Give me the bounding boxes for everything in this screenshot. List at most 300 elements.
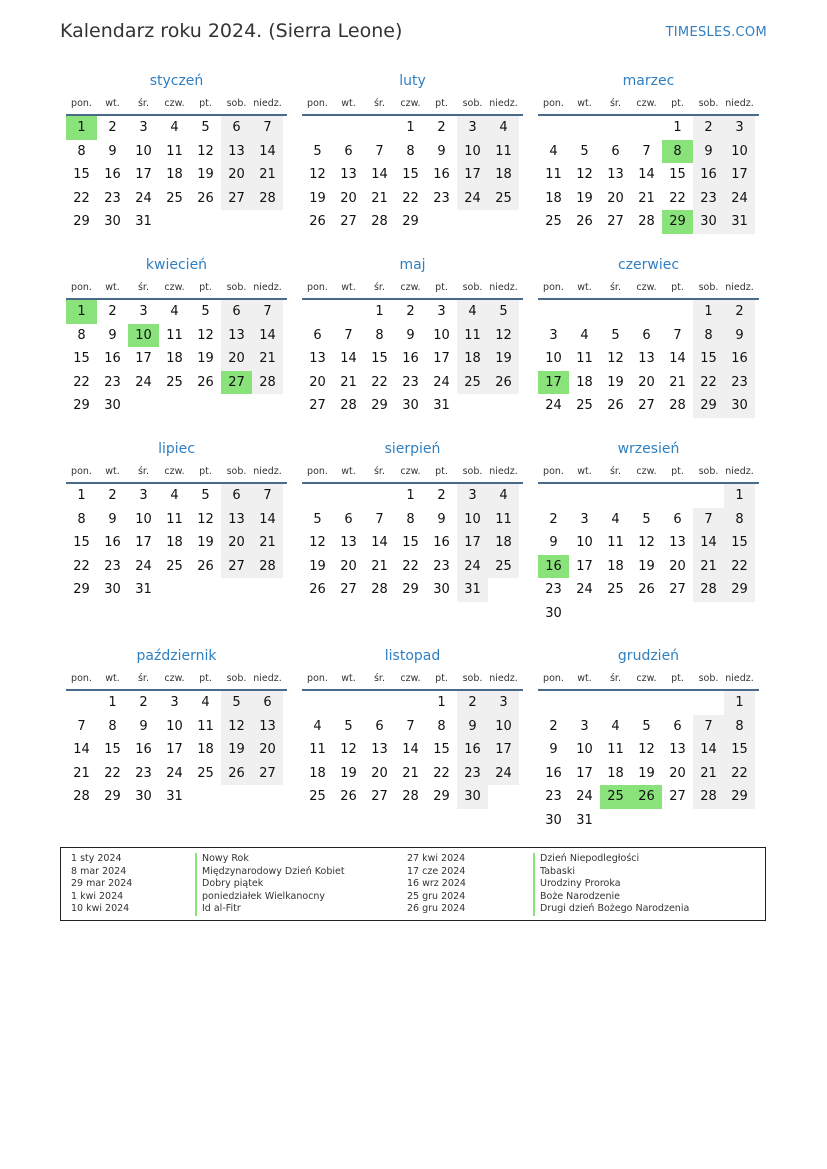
brand-link[interactable]: TIMESLES.COM xyxy=(665,25,767,40)
day-cell: 2 xyxy=(437,488,446,503)
day-cell: 29 xyxy=(693,394,724,418)
day-cell: 3 xyxy=(139,120,148,135)
day-cell: 25 xyxy=(457,371,488,395)
day-cell: 29 xyxy=(402,214,419,229)
weekday-label: czw. xyxy=(164,673,185,684)
day-cell: 18 xyxy=(457,347,488,371)
month-11 xyxy=(302,647,523,809)
day-cell: 20 xyxy=(607,190,624,206)
day-cell: 10 xyxy=(433,327,450,343)
day-cell: 29 xyxy=(402,582,419,597)
day-cell: 14 xyxy=(73,742,90,757)
weekday-label: sob. xyxy=(698,98,719,109)
day-cell: 5 xyxy=(642,511,651,527)
day-cell: 25 xyxy=(576,398,593,413)
weekday-label: wt. xyxy=(341,98,356,109)
day-cell: 24 xyxy=(166,765,183,781)
day-cell: 16 xyxy=(724,347,755,371)
day-cell: 2 xyxy=(108,120,117,135)
weekday-label: niedz. xyxy=(725,282,754,293)
weekday-label: śr. xyxy=(609,98,621,109)
legend-name: Boże Narodzenie xyxy=(540,890,620,902)
weekday-label: pt. xyxy=(199,673,212,684)
day-cell: 24 xyxy=(135,190,152,206)
day-cell: 25 xyxy=(166,374,183,390)
day-cell: 2 xyxy=(693,116,724,140)
day-cell: 9 xyxy=(108,511,117,527)
day-cell: 4 xyxy=(549,143,558,159)
weekday-label: niedz. xyxy=(725,98,754,109)
day-cell: 25 xyxy=(166,558,183,574)
day-grid xyxy=(538,300,759,418)
day-cell: 14 xyxy=(252,324,283,348)
day-cell: 11 xyxy=(488,140,519,164)
day-cell: 18 xyxy=(576,374,593,390)
weekday-header xyxy=(66,460,287,484)
day-cell: 21 xyxy=(638,190,655,206)
legend-marker-left xyxy=(195,853,197,916)
day-cell: 21 xyxy=(340,374,357,390)
day-cell: 15 xyxy=(724,738,755,762)
day-cell: 22 xyxy=(371,374,388,390)
day-cell: 4 xyxy=(170,304,179,319)
day-cell: 23 xyxy=(104,190,121,206)
day-cell: 4 xyxy=(313,718,322,734)
weekday-label: pt. xyxy=(671,98,684,109)
empty-cell xyxy=(538,691,569,715)
legend-name: poniedziałek Wielkanocny xyxy=(202,890,326,902)
holiday-day-cell: 16 xyxy=(538,555,569,579)
day-cell: 2 xyxy=(549,511,558,527)
day-cell: 14 xyxy=(252,508,283,532)
day-cell: 31 xyxy=(433,398,450,413)
day-cell: 13 xyxy=(638,351,655,366)
day-cell: 14 xyxy=(340,351,357,366)
legend-dates-right xyxy=(407,853,466,916)
day-cell: 17 xyxy=(457,531,488,555)
empty-cell xyxy=(662,691,693,715)
day-cell: 24 xyxy=(545,398,562,413)
day-grid xyxy=(302,116,523,234)
weekday-label: pt. xyxy=(671,282,684,293)
weekday-label: wt. xyxy=(105,466,120,477)
day-cell: 12 xyxy=(309,167,326,182)
day-cell: 19 xyxy=(197,167,214,182)
day-cell: 24 xyxy=(488,762,519,786)
day-cell: 23 xyxy=(104,374,121,390)
day-cell: 17 xyxy=(576,558,593,574)
month-name: lipiec xyxy=(158,441,195,457)
day-cell: 10 xyxy=(135,143,152,159)
day-cell: 28 xyxy=(252,371,283,395)
day-cell: 24 xyxy=(576,789,593,804)
day-cell: 2 xyxy=(406,304,415,319)
weekday-label: pon. xyxy=(307,673,328,684)
day-cell: 14 xyxy=(638,167,655,182)
day-cell: 30 xyxy=(104,214,121,229)
day-cell: 29 xyxy=(73,214,90,229)
month-name: listopad xyxy=(384,648,441,664)
day-cell: 10 xyxy=(135,511,152,527)
day-cell: 25 xyxy=(197,765,214,781)
day-cell: 1 xyxy=(693,300,724,324)
empty-cell xyxy=(333,116,364,140)
day-cell: 4 xyxy=(580,327,589,343)
day-cell: 27 xyxy=(221,187,252,211)
day-cell: 19 xyxy=(197,351,214,366)
day-cell: 6 xyxy=(375,718,384,734)
holiday-day-cell: 27 xyxy=(221,371,252,395)
empty-cell xyxy=(364,484,395,508)
weekday-header xyxy=(302,667,523,691)
day-cell: 7 xyxy=(77,718,86,734)
day-grid xyxy=(538,116,759,234)
day-cell: 13 xyxy=(309,351,326,366)
weekday-label: pt. xyxy=(435,673,448,684)
day-cell: 4 xyxy=(488,484,519,508)
day-cell: 5 xyxy=(488,300,519,324)
day-cell: 3 xyxy=(549,327,558,343)
legend-name: Międzynarodowy Dzień Kobiet xyxy=(202,865,345,877)
day-cell: 13 xyxy=(340,535,357,550)
day-cell: 13 xyxy=(221,140,252,164)
day-cell: 12 xyxy=(638,535,655,550)
day-cell: 8 xyxy=(724,508,755,532)
day-cell: 12 xyxy=(309,535,326,550)
legend-date: 25 gru 2024 xyxy=(407,890,466,902)
day-cell: 14 xyxy=(371,535,388,550)
day-cell: 29 xyxy=(433,789,450,804)
day-cell: 13 xyxy=(371,742,388,757)
month-1 xyxy=(66,72,287,234)
day-cell: 20 xyxy=(669,558,686,574)
day-cell: 8 xyxy=(375,327,384,343)
month-2 xyxy=(302,72,523,234)
day-cell: 21 xyxy=(252,531,283,555)
weekday-label: sob. xyxy=(226,673,247,684)
weekday-label: wt. xyxy=(577,466,592,477)
weekday-label: czw. xyxy=(164,282,185,293)
day-cell: 29 xyxy=(724,578,755,602)
weekday-label: pt. xyxy=(435,98,448,109)
empty-cell xyxy=(600,300,631,324)
day-cell: 8 xyxy=(108,718,117,734)
day-cell: 9 xyxy=(549,535,558,550)
day-cell: 10 xyxy=(576,535,593,550)
day-cell: 26 xyxy=(340,789,357,804)
day-cell: 6 xyxy=(611,143,620,159)
day-cell: 26 xyxy=(197,374,214,390)
day-cell: 16 xyxy=(457,738,488,762)
day-cell: 13 xyxy=(252,715,283,739)
day-cell: 8 xyxy=(693,324,724,348)
day-cell: 2 xyxy=(437,120,446,135)
day-cell: 5 xyxy=(642,718,651,734)
day-cell: 23 xyxy=(433,190,450,206)
day-cell: 4 xyxy=(488,116,519,140)
day-cell: 3 xyxy=(488,691,519,715)
day-cell: 12 xyxy=(488,324,519,348)
day-cell: 2 xyxy=(724,300,755,324)
day-cell: 15 xyxy=(73,535,90,550)
day-cell: 28 xyxy=(693,578,724,602)
day-cell: 8 xyxy=(77,143,86,159)
day-cell: 20 xyxy=(309,374,326,390)
day-cell: 17 xyxy=(135,167,152,182)
month-name: wrzesień xyxy=(617,441,680,457)
month-3 xyxy=(538,72,759,234)
day-cell: 9 xyxy=(139,718,148,734)
day-cell: 11 xyxy=(607,742,624,757)
legend-dates-left xyxy=(71,853,132,916)
day-cell: 20 xyxy=(669,765,686,781)
weekday-label: śr. xyxy=(137,466,149,477)
weekday-label: śr. xyxy=(373,282,385,293)
month-name: czerwiec xyxy=(617,257,680,273)
weekday-label: niedz. xyxy=(489,466,518,477)
page-title: Kalendarz roku 2024. (Sierra Leone) xyxy=(60,20,403,42)
empty-cell xyxy=(662,484,693,508)
day-cell: 21 xyxy=(371,190,388,206)
day-cell: 27 xyxy=(638,398,655,413)
empty-cell xyxy=(693,484,724,508)
day-cell: 16 xyxy=(402,351,419,366)
day-cell: 28 xyxy=(371,582,388,597)
day-cell: 17 xyxy=(433,351,450,366)
day-cell: 16 xyxy=(545,765,562,781)
day-cell: 6 xyxy=(344,143,353,159)
day-cell: 24 xyxy=(457,187,488,211)
day-cell: 13 xyxy=(221,324,252,348)
month-6 xyxy=(538,256,759,418)
day-cell: 4 xyxy=(170,120,179,135)
weekday-label: czw. xyxy=(164,466,185,477)
legend-marker-right xyxy=(533,853,535,916)
day-cell: 6 xyxy=(252,691,283,715)
holiday-day-cell: 1 xyxy=(66,300,97,324)
day-cell: 31 xyxy=(135,214,152,229)
weekday-label: pon. xyxy=(71,466,92,477)
day-cell: 17 xyxy=(166,742,183,757)
day-cell: 3 xyxy=(139,304,148,319)
month-9 xyxy=(538,440,759,625)
holiday-day-cell: 29 xyxy=(662,210,693,234)
month-name: październik xyxy=(136,648,217,664)
month-10 xyxy=(66,647,287,809)
day-cell: 3 xyxy=(457,484,488,508)
day-cell: 28 xyxy=(669,398,686,413)
weekday-label: sob. xyxy=(698,673,719,684)
day-cell: 6 xyxy=(221,300,252,324)
day-cell: 25 xyxy=(488,187,519,211)
day-cell: 23 xyxy=(433,558,450,574)
day-cell: 7 xyxy=(375,143,384,159)
day-cell: 23 xyxy=(693,187,724,211)
day-cell: 30 xyxy=(104,582,121,597)
day-cell: 10 xyxy=(457,140,488,164)
day-cell: 10 xyxy=(576,742,593,757)
day-cell: 12 xyxy=(576,167,593,182)
day-cell: 15 xyxy=(433,742,450,757)
legend-date: 1 kwi 2024 xyxy=(71,890,124,902)
day-cell: 11 xyxy=(166,511,183,527)
day-cell: 5 xyxy=(313,143,322,159)
day-cell: 27 xyxy=(669,582,686,597)
day-cell: 26 xyxy=(607,398,624,413)
day-cell: 22 xyxy=(402,558,419,574)
day-cell: 16 xyxy=(433,167,450,182)
month-name: maj xyxy=(399,257,426,273)
day-cell: 4 xyxy=(170,488,179,503)
day-cell: 12 xyxy=(221,715,252,739)
day-cell: 22 xyxy=(402,190,419,206)
legend-date: 1 sty 2024 xyxy=(71,853,122,864)
day-cell: 16 xyxy=(693,163,724,187)
day-cell: 20 xyxy=(221,531,252,555)
day-cell: 25 xyxy=(545,214,562,229)
day-cell: 8 xyxy=(77,327,86,343)
empty-cell xyxy=(631,484,662,508)
day-cell: 27 xyxy=(252,762,283,786)
day-cell: 31 xyxy=(166,789,183,804)
day-cell: 11 xyxy=(166,143,183,159)
day-cell: 1 xyxy=(375,304,384,319)
weekday-label: wt. xyxy=(341,282,356,293)
day-cell: 13 xyxy=(221,508,252,532)
day-cell: 9 xyxy=(693,140,724,164)
empty-cell xyxy=(302,484,333,508)
holiday-day-cell: 26 xyxy=(631,785,662,809)
weekday-label: śr. xyxy=(609,466,621,477)
day-cell: 18 xyxy=(488,531,519,555)
day-cell: 9 xyxy=(108,327,117,343)
day-cell: 6 xyxy=(673,718,682,734)
day-cell: 18 xyxy=(309,765,326,781)
day-grid xyxy=(66,691,287,809)
weekday-label: pt. xyxy=(199,466,212,477)
weekday-header xyxy=(302,276,523,300)
day-cell: 24 xyxy=(135,558,152,574)
day-cell: 14 xyxy=(252,140,283,164)
legend-names-right xyxy=(540,853,689,916)
day-cell: 22 xyxy=(73,558,90,574)
day-cell: 20 xyxy=(340,190,357,206)
day-cell: 24 xyxy=(724,187,755,211)
legend-date: 27 kwi 2024 xyxy=(407,853,466,864)
day-cell: 23 xyxy=(545,582,562,597)
day-cell: 4 xyxy=(611,718,620,734)
weekday-label: czw. xyxy=(400,466,421,477)
empty-cell xyxy=(538,300,569,324)
weekday-header xyxy=(538,92,759,116)
day-cell: 11 xyxy=(197,718,214,734)
day-cell: 30 xyxy=(104,398,121,413)
weekday-label: śr. xyxy=(137,282,149,293)
weekday-label: wt. xyxy=(341,673,356,684)
day-cell: 3 xyxy=(139,488,148,503)
day-cell: 25 xyxy=(607,582,624,597)
day-cell: 30 xyxy=(545,605,562,621)
day-cell: 1 xyxy=(406,120,415,135)
day-cell: 17 xyxy=(576,765,593,781)
day-cell: 19 xyxy=(221,738,252,762)
day-cell: 1 xyxy=(108,695,117,710)
day-cell: 27 xyxy=(340,582,357,597)
day-cell: 7 xyxy=(693,508,724,532)
weekday-label: wt. xyxy=(577,282,592,293)
weekday-header xyxy=(538,667,759,691)
weekday-label: niedz. xyxy=(253,673,282,684)
day-cell: 28 xyxy=(371,214,388,229)
day-cell: 27 xyxy=(309,398,326,413)
day-cell: 9 xyxy=(406,327,415,343)
day-cell: 15 xyxy=(693,347,724,371)
empty-cell xyxy=(66,691,97,715)
weekday-label: niedz. xyxy=(725,466,754,477)
day-cell: 13 xyxy=(669,535,686,550)
day-cell: 25 xyxy=(309,789,326,804)
day-cell: 18 xyxy=(607,558,624,574)
day-cell: 19 xyxy=(638,558,655,574)
day-cell: 3 xyxy=(580,718,589,734)
day-cell: 18 xyxy=(166,167,183,182)
legend-name: Nowy Rok xyxy=(202,853,249,864)
day-cell: 28 xyxy=(638,214,655,229)
day-cell: 30 xyxy=(545,812,562,828)
day-grid xyxy=(302,691,523,809)
day-grid xyxy=(538,691,759,832)
day-cell: 7 xyxy=(406,718,415,734)
day-cell: 6 xyxy=(673,511,682,527)
empty-cell xyxy=(302,691,333,715)
holiday-day-cell: 25 xyxy=(600,785,631,809)
day-cell: 24 xyxy=(457,555,488,579)
day-cell: 1 xyxy=(673,120,682,135)
day-cell: 24 xyxy=(135,374,152,390)
day-cell: 22 xyxy=(433,765,450,781)
day-cell: 15 xyxy=(73,167,90,182)
day-cell: 8 xyxy=(77,511,86,527)
day-cell: 9 xyxy=(457,715,488,739)
day-cell: 7 xyxy=(673,327,682,343)
day-cell: 5 xyxy=(201,488,210,503)
day-cell: 5 xyxy=(201,304,210,319)
empty-cell xyxy=(600,484,631,508)
month-4 xyxy=(66,256,287,418)
month-name: marzec xyxy=(622,73,675,89)
day-cell: 31 xyxy=(135,582,152,597)
day-cell: 21 xyxy=(252,163,283,187)
day-cell: 27 xyxy=(340,214,357,229)
day-cell: 23 xyxy=(724,371,755,395)
day-cell: 11 xyxy=(457,324,488,348)
day-cell: 29 xyxy=(73,582,90,597)
weekday-label: czw. xyxy=(636,673,657,684)
day-cell: 16 xyxy=(135,742,152,757)
day-cell: 27 xyxy=(221,555,252,579)
day-cell: 19 xyxy=(488,347,519,371)
weekday-label: wt. xyxy=(577,98,592,109)
day-cell: 11 xyxy=(576,351,593,366)
day-cell: 14 xyxy=(402,742,419,757)
day-cell: 9 xyxy=(437,511,446,527)
day-cell: 2 xyxy=(108,304,117,319)
weekday-label: czw. xyxy=(400,282,421,293)
day-cell: 7 xyxy=(693,715,724,739)
day-cell: 26 xyxy=(197,190,214,206)
legend-date: 10 kwi 2024 xyxy=(71,903,130,915)
day-cell: 29 xyxy=(371,398,388,413)
